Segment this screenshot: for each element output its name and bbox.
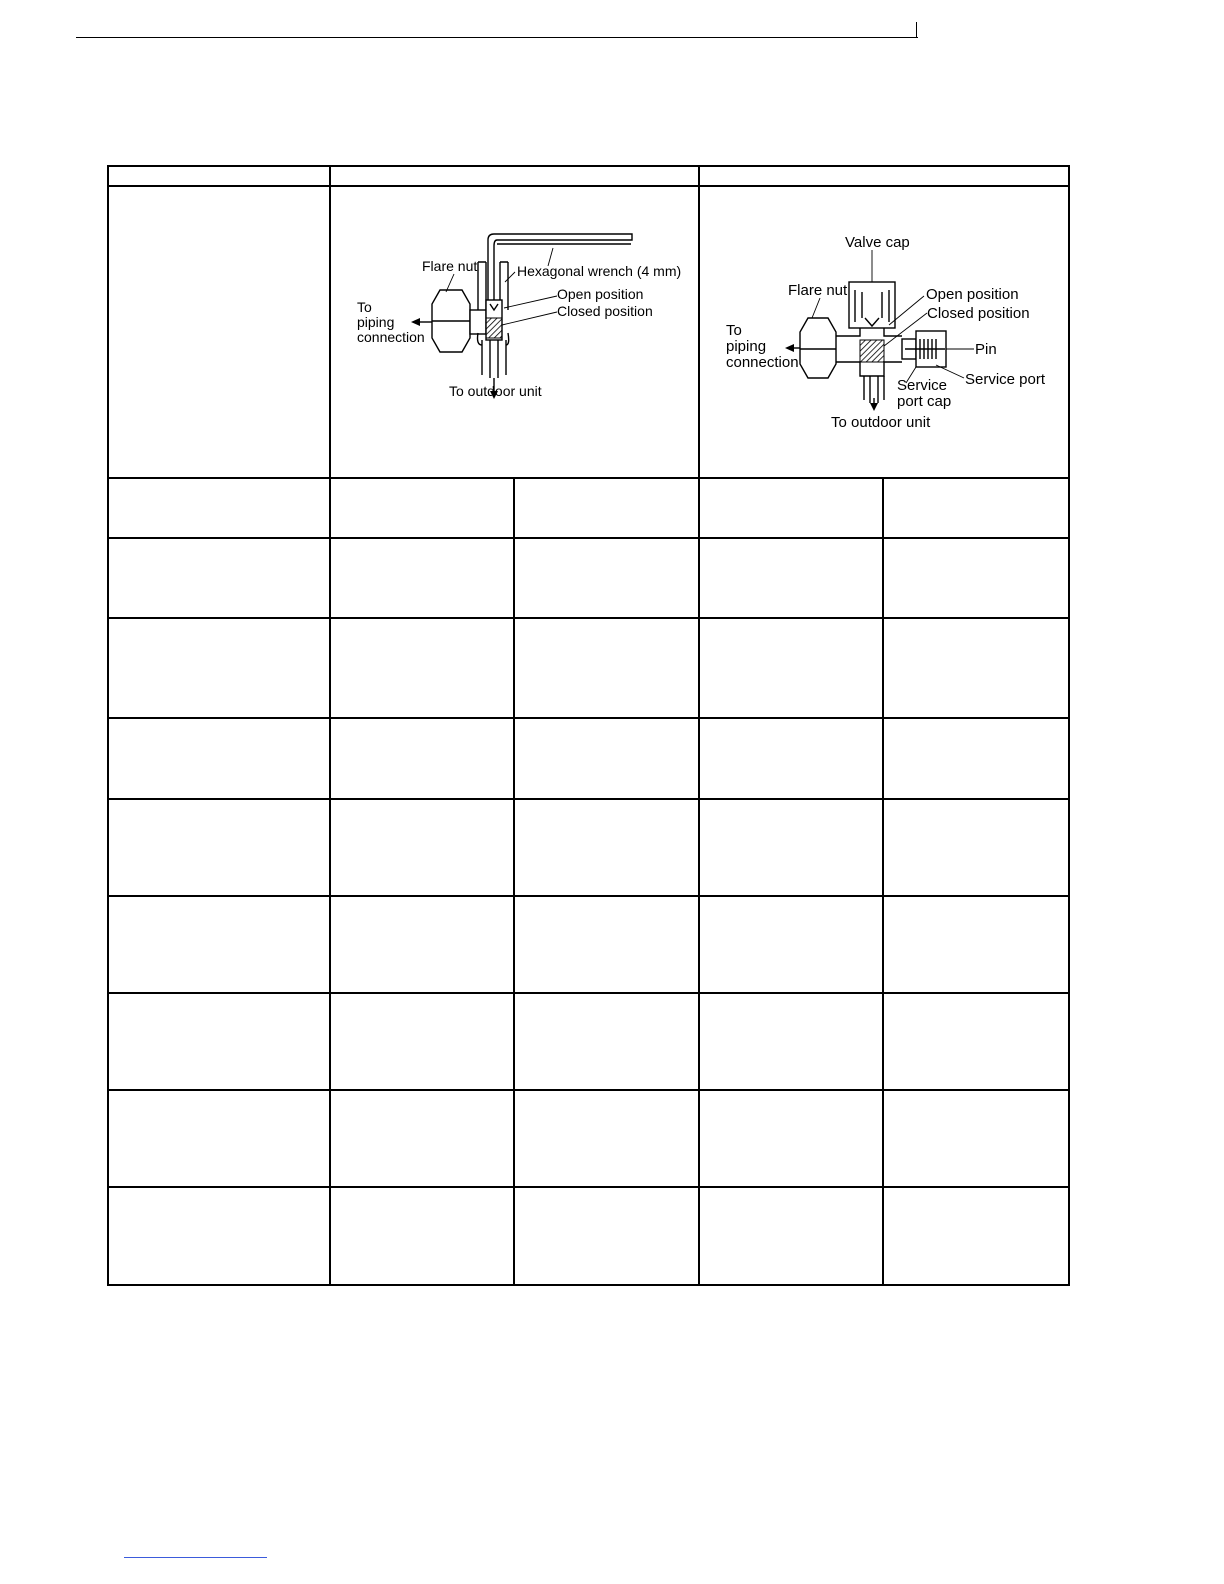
to-outdoor-unit-label-right: To outdoor unit — [831, 414, 931, 431]
to-piping-label-1: To — [357, 299, 372, 315]
three-way-valve-diagram — [726, 234, 1046, 431]
footer-link-underline[interactable] — [124, 1557, 267, 1558]
open-position-label-right: Open position — [926, 286, 1019, 303]
closed-position-label: Closed position — [557, 303, 653, 319]
to-piping-label-2: piping — [357, 314, 395, 330]
service-port-label: Service port — [965, 371, 1046, 388]
flare-nut-label-right: Flare nut — [788, 282, 848, 299]
to-piping-label-right-1: To — [726, 322, 742, 339]
service-port-cap-label-2: port cap — [897, 393, 952, 410]
service-port-cap-label-1: Service — [897, 377, 948, 394]
open-position-label: Open position — [557, 286, 644, 302]
valve-cap-label: Valve cap — [845, 234, 910, 251]
to-outdoor-unit-label: To outdoor unit — [449, 383, 542, 399]
hex-wrench-label: Hexagonal wrench (4 mm) — [517, 263, 682, 279]
two-way-valve-diagram — [357, 234, 681, 399]
pin-label: Pin — [975, 341, 997, 358]
to-piping-label-right-3: connection — [726, 354, 799, 371]
to-piping-label-right-2: piping — [726, 338, 767, 355]
flare-nut-label: Flare nut — [422, 258, 478, 274]
to-piping-label-3: connection — [357, 329, 425, 345]
closed-position-label-right: Closed position — [927, 305, 1030, 322]
